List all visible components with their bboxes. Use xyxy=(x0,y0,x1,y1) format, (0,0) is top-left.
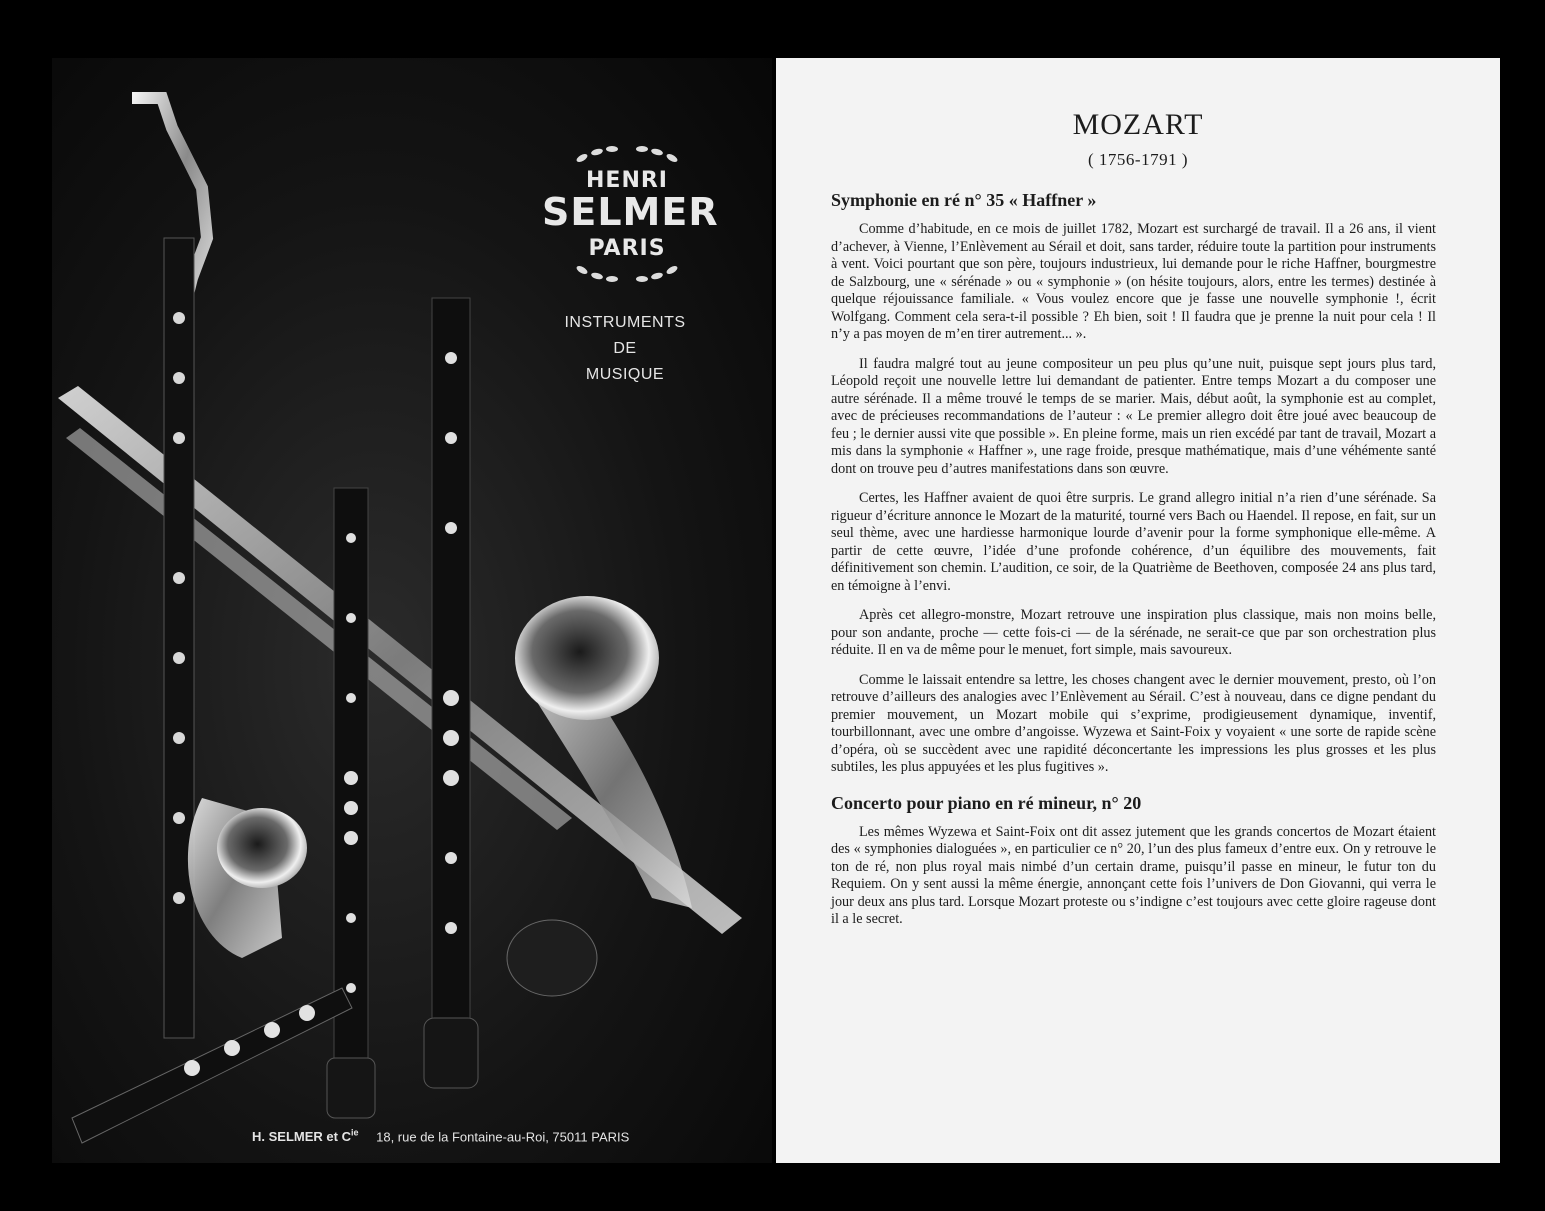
company-name-text: H. SELMER et C xyxy=(252,1129,351,1145)
paragraph: Comme d’habitude, en ce mois de juillet 1782, Mozart est surchargé de travail. Il a 26 ans, il vient d’achever, à Vienne, l’Enlèvement au Sérail et doit, sans tarder, réduire toute la partition pour instruments à vent. Voici pourtant que son père, toujours industrieux, lui demande pour le riche Haffner, bourgmestre de Salzbourg, une « sérénade » ou « symphonie » (on hésite toujours, alors, entre les termes) destinée à quelque réjouissance familiale. « Vous voulez encore que je fasse une nouvelle symphonie !, écrit Wolfgang. Comment cela sera-t-il possible ? Eh bien, soit ! Il faudra que je prenne la nuit pour cela ! Il n’y a pas moyen de m’en tirer autrement... ». xyxy=(831,221,1436,342)
logo-selmer-text: SELMER xyxy=(542,190,719,234)
caption-line: INSTRUMENTS xyxy=(564,314,686,331)
instruments-caption xyxy=(530,310,720,388)
company-name xyxy=(252,1129,358,1144)
advertisement-footer xyxy=(252,1128,629,1144)
section-heading-symphony: Symphonie en ré n° 35 « Haffner » xyxy=(831,190,1097,210)
selmer-logo xyxy=(542,144,719,284)
logo-paris-text: PARIS xyxy=(588,236,666,261)
caption-line: MUSIQUE xyxy=(585,366,665,383)
section-heading-concerto: Concerto pour piano en ré mineur, n° 20 xyxy=(831,792,1142,813)
logo-henri-text: HENRI xyxy=(586,168,668,193)
paragraph: Après cet allegro-monstre, Mozart retrouve une inspiration plus classique, mais non moins belle, pour son andante, proche — cette fois-ci — de la sérénade, ne serait-ce que par son orchestration plus réduite. Il en va de même pour le menuet, fort simple, mais savoureux. xyxy=(831,607,1436,658)
paragraph: Comme le laissait entendre sa lettre, les choses changent avec le dernier mouvement, presto, où l’on retrouve d’ailleurs des analogies avec l’Enlèvement au Sérail. C’est à nouveau, dans ce digne pendant du premier mouvement, un Mozart mobile qui s’exprime, prodigieusement dynamique, inventif, tourbillonnant, avec une ombre d’angoisse. Wyzewa et Saint-Foix y voyaient « une sorte de rapide scène d’opéra, où se succèdent avec une rapidité déconcertante les impressions les plus grosses et les plus subtiles, les plus appuyées et les plus fugitives ». xyxy=(831,671,1436,775)
programme-content xyxy=(831,190,1436,941)
caption-line: DE xyxy=(613,340,637,357)
company-name-suffix: ie xyxy=(350,1128,359,1138)
programme-page xyxy=(776,58,1500,1163)
composer-dates: ( 1756-1791 ) xyxy=(1088,150,1188,169)
paragraph: Les mêmes Wyzewa et Saint-Foix ont dit assez jutement que les grands concertos de Mozart étaient des « symphonies dialoguées », en particulier ce n° 20, l’un des plus fameux d’entre eux. On y retrouve le ton de ré, non plus royal mais nimbé d’un certain drame, puisqu’il passe en mineur, le futur ton du Requiem. On y sent aussi la même énergie, annonçant cette fois l’univers de Don Giovanni, qui verra le jour deux ans plus tard. Lorsque Mozart proteste ou s’indigne c’est toujours avec cette gloire rageuse dont il a le secret. xyxy=(831,823,1436,927)
advertisement-page xyxy=(52,58,772,1163)
paragraph: Il faudra malgré tout au jeune compositeur un peu plus qu’une nuit, puisque sept jours plus tard, Léopold reçoit une nouvelle lettre lui demandant de patienter. Entre temps Mozart a du composer une autre sérénade. Il a même trouvé le temps de se marier. Mais, début août, la symphonie est au complet, avec de précieuses recommandations de l’auteur : « Le premier allegro doit être joué avec beaucoup de feu ; le dernier aussi vite que possible ». En pleine forme, mais un rien excédé par tant de travail, Mozart a mis dans la symphonie « Haffner », une rage froide, presque mathématique, mais d’une véhémente santé dont on trouve peu d’autres manifestations dans son œuvre. xyxy=(831,355,1436,477)
page-title: MOZART xyxy=(1072,108,1204,141)
company-address: 18, rue de la Fontaine-au-Roi, 75011 PARIS xyxy=(376,1129,630,1145)
paragraph: Certes, les Haffner avaient de quoi être surpris. Le grand allegro initial n’a rien d’une sérénade. Sa rigueur d’écriture annonce le Mozart de la maturité, tourné vers Bach ou Haendel. Il repose, en fait, sur un seul thème, avec une hardiesse harmonique lourde d’avenir pour la forme symphonique elle-même. A partir de cette œuvre, l’idée d’une profonde cohérence, d’un équilibre des mouvements, fait définitivement son chemin. L’audition, ce soir, de la Quatrième de Beethoven, composée 24 ans plus tard, en témoigne à l’envi. xyxy=(831,490,1436,594)
